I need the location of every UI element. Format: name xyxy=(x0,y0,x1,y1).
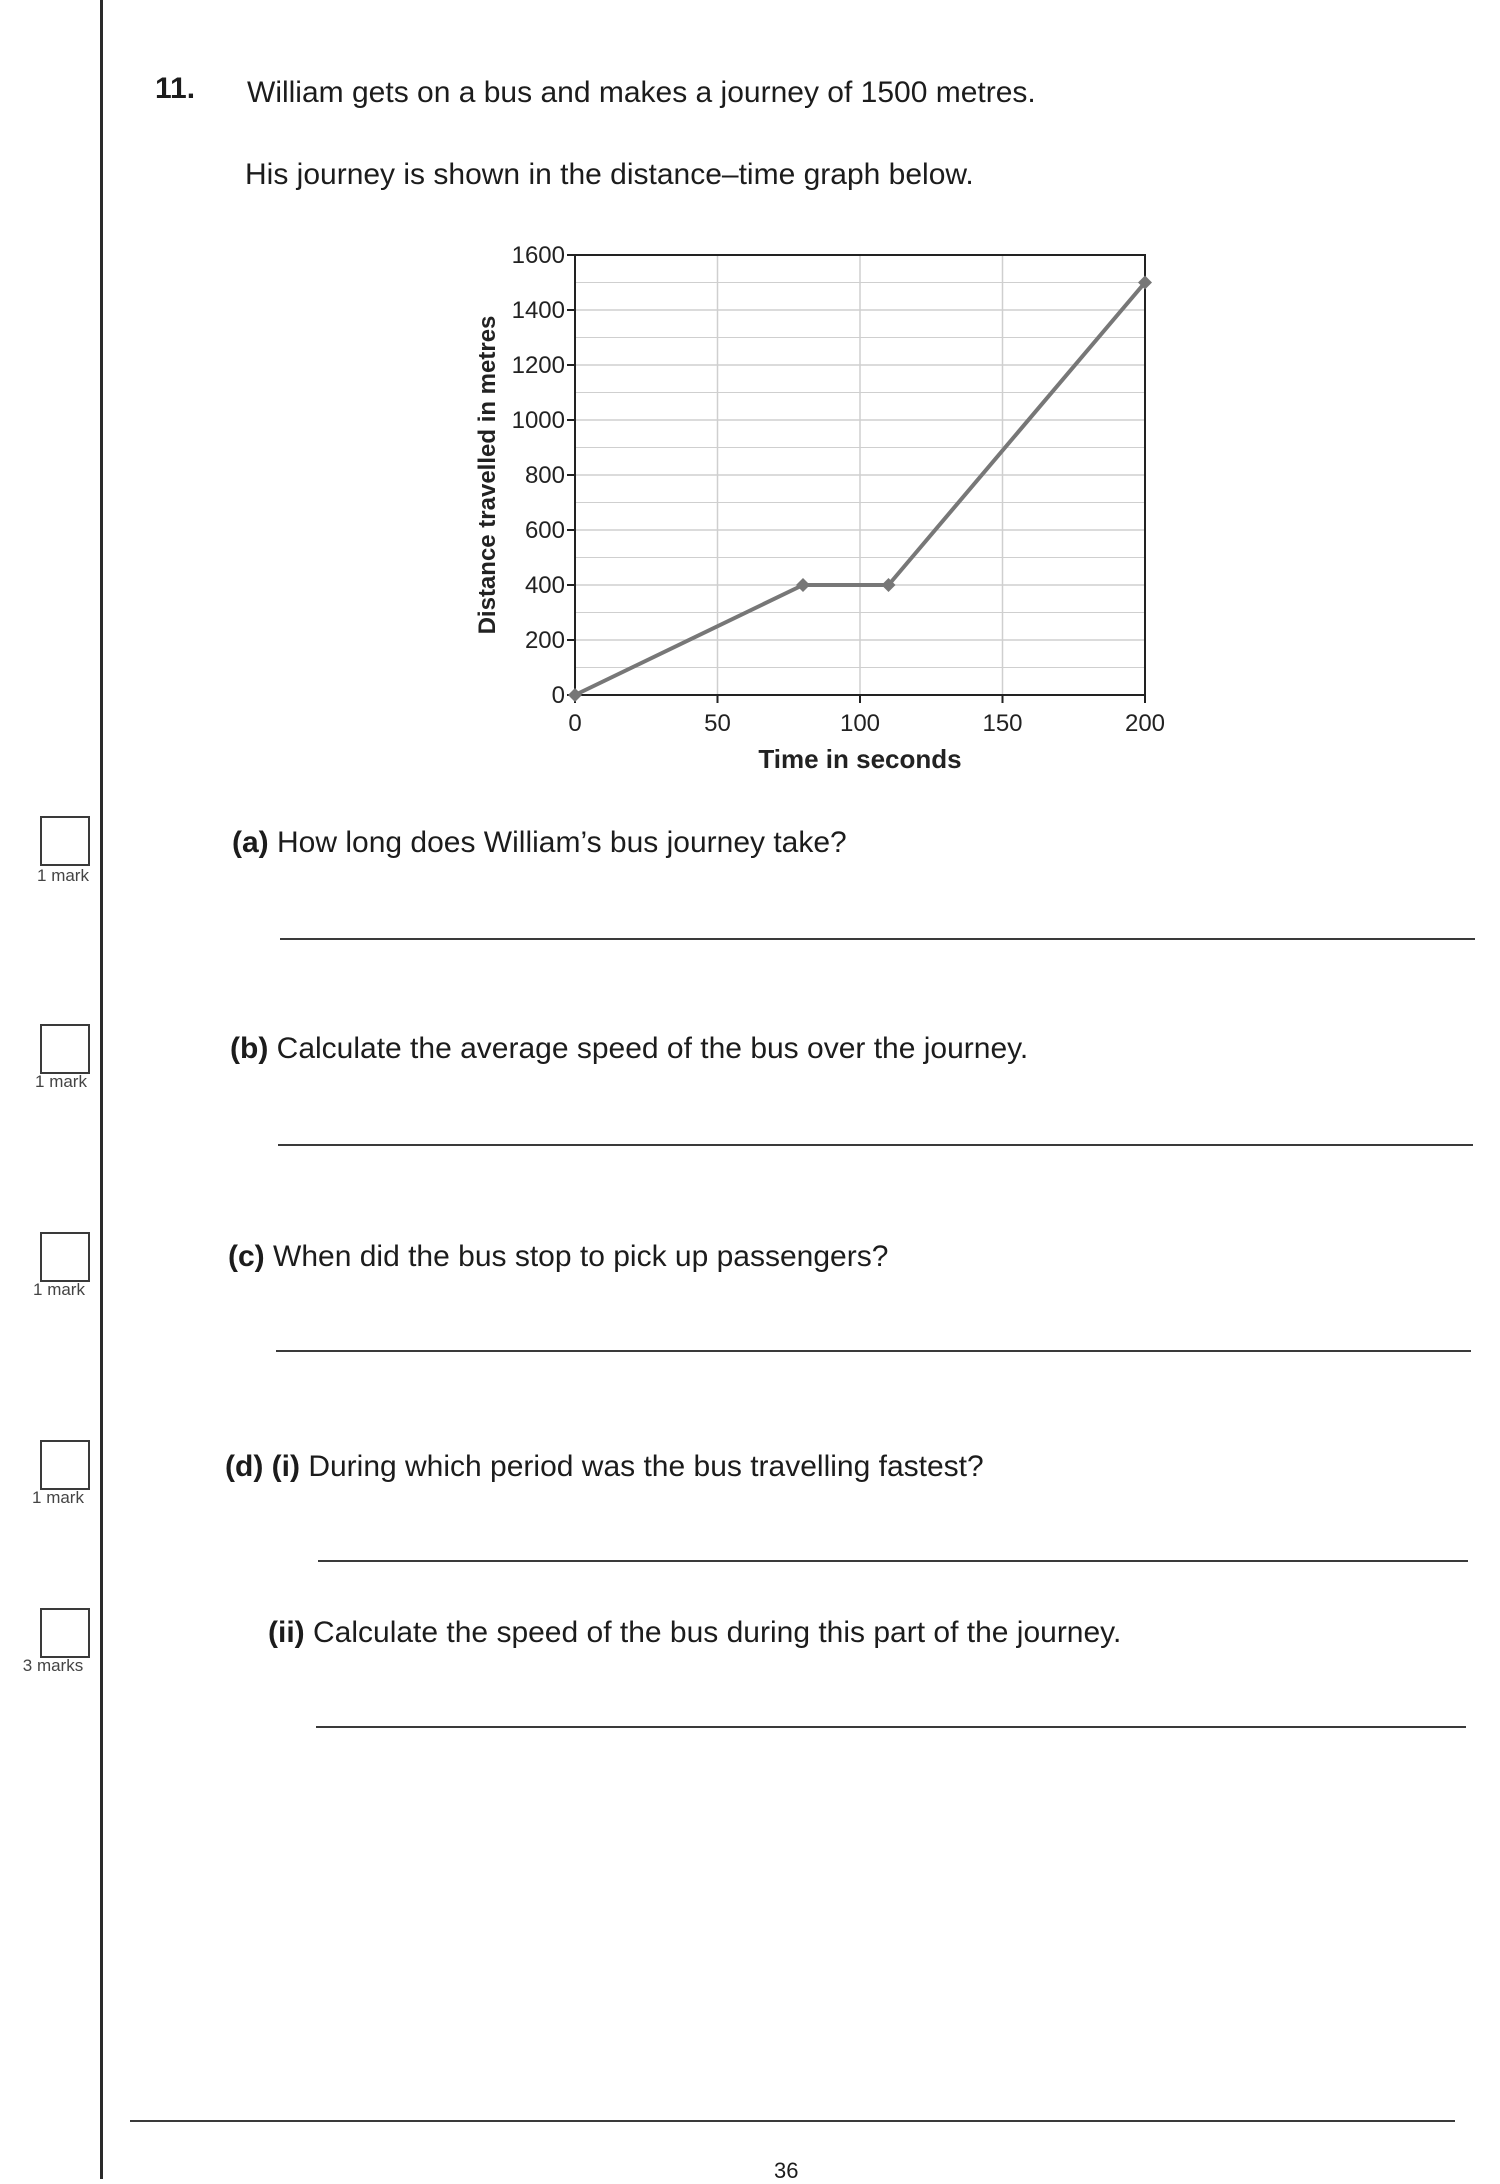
part-b-text: Calculate the average speed of the bus over the journey. xyxy=(276,1032,1029,1065)
mark-label-b: 1 mark xyxy=(35,1072,87,1091)
y-axis-title: Distance travelled in metres xyxy=(474,315,501,635)
mark-label-d-i: 1 mark xyxy=(32,1488,84,1507)
y-tick-label-800: 800 xyxy=(524,462,565,489)
mark-box-c[interactable] xyxy=(40,1232,90,1282)
part-d-ii-label: (ii) xyxy=(268,1616,305,1649)
mark-label-a: 1 mark xyxy=(37,866,89,885)
footer-rule xyxy=(130,2120,1455,2122)
y-tick-label-600: 600 xyxy=(524,517,565,544)
x-tick-label-50: 50 xyxy=(704,710,731,737)
x-tick-label-150: 150 xyxy=(982,710,1023,737)
x-tick-label-100: 100 xyxy=(839,710,881,737)
y-tick-label-1000: 1000 xyxy=(511,407,565,434)
data-point-1 xyxy=(796,578,810,592)
mark-box-d-ii[interactable] xyxy=(40,1608,90,1658)
part-d-i xyxy=(225,1450,984,1484)
part-c-label: (c) xyxy=(228,1240,265,1273)
x-tick-label-0: 0 xyxy=(568,710,582,737)
answer-line-d-i[interactable] xyxy=(318,1560,1468,1562)
part-a xyxy=(232,826,847,860)
intro-line-2: His journey is shown in the distance–time graph below. xyxy=(245,158,974,191)
answer-line-b[interactable] xyxy=(278,1144,1473,1146)
part-c xyxy=(228,1240,888,1274)
y-tick-label-0: 0 xyxy=(551,682,565,709)
page-number: 36 xyxy=(774,2158,799,2183)
x-tick-label-200: 200 xyxy=(1124,710,1166,737)
mark-label-d-ii: 3 marks xyxy=(22,1656,84,1675)
y-tick-label-1600: 1600 xyxy=(511,242,565,269)
distance-time-chart xyxy=(450,240,1190,780)
part-d-i-label: (d) (i) xyxy=(225,1450,300,1483)
intro-line-1: William gets on a bus and makes a journey of 1500 metres. xyxy=(247,76,1036,109)
answer-line-a[interactable] xyxy=(280,938,1475,940)
y-tick-label-400: 400 xyxy=(524,572,565,599)
question-number: 11. xyxy=(155,72,196,105)
part-d-ii xyxy=(268,1616,1121,1650)
part-b-label: (b) xyxy=(230,1032,269,1065)
y-tick-label-1400: 1400 xyxy=(511,297,565,324)
part-b xyxy=(230,1032,1028,1066)
part-d-ii-text: Calculate the speed of the bus during this part of the journey. xyxy=(313,1616,1122,1649)
answer-line-c[interactable] xyxy=(276,1350,1471,1352)
y-tick-label-200: 200 xyxy=(524,627,565,654)
x-axis-title: Time in seconds xyxy=(758,744,962,774)
mark-box-a[interactable] xyxy=(40,816,90,866)
part-a-label: (a) xyxy=(232,826,269,859)
mark-box-d-i[interactable] xyxy=(40,1440,90,1490)
part-c-text: When did the bus stop to pick up passengers? xyxy=(273,1240,889,1273)
part-d-i-text: During which period was the bus travelling fastest? xyxy=(308,1450,984,1483)
y-tick-label-1200: 1200 xyxy=(511,352,565,379)
mark-label-c: 1 mark xyxy=(33,1280,85,1299)
mark-box-b[interactable] xyxy=(40,1024,90,1074)
data-point-0 xyxy=(568,688,582,702)
part-a-text: How long does William’s bus journey take? xyxy=(277,826,847,859)
answer-line-d-ii[interactable] xyxy=(316,1726,1466,1728)
